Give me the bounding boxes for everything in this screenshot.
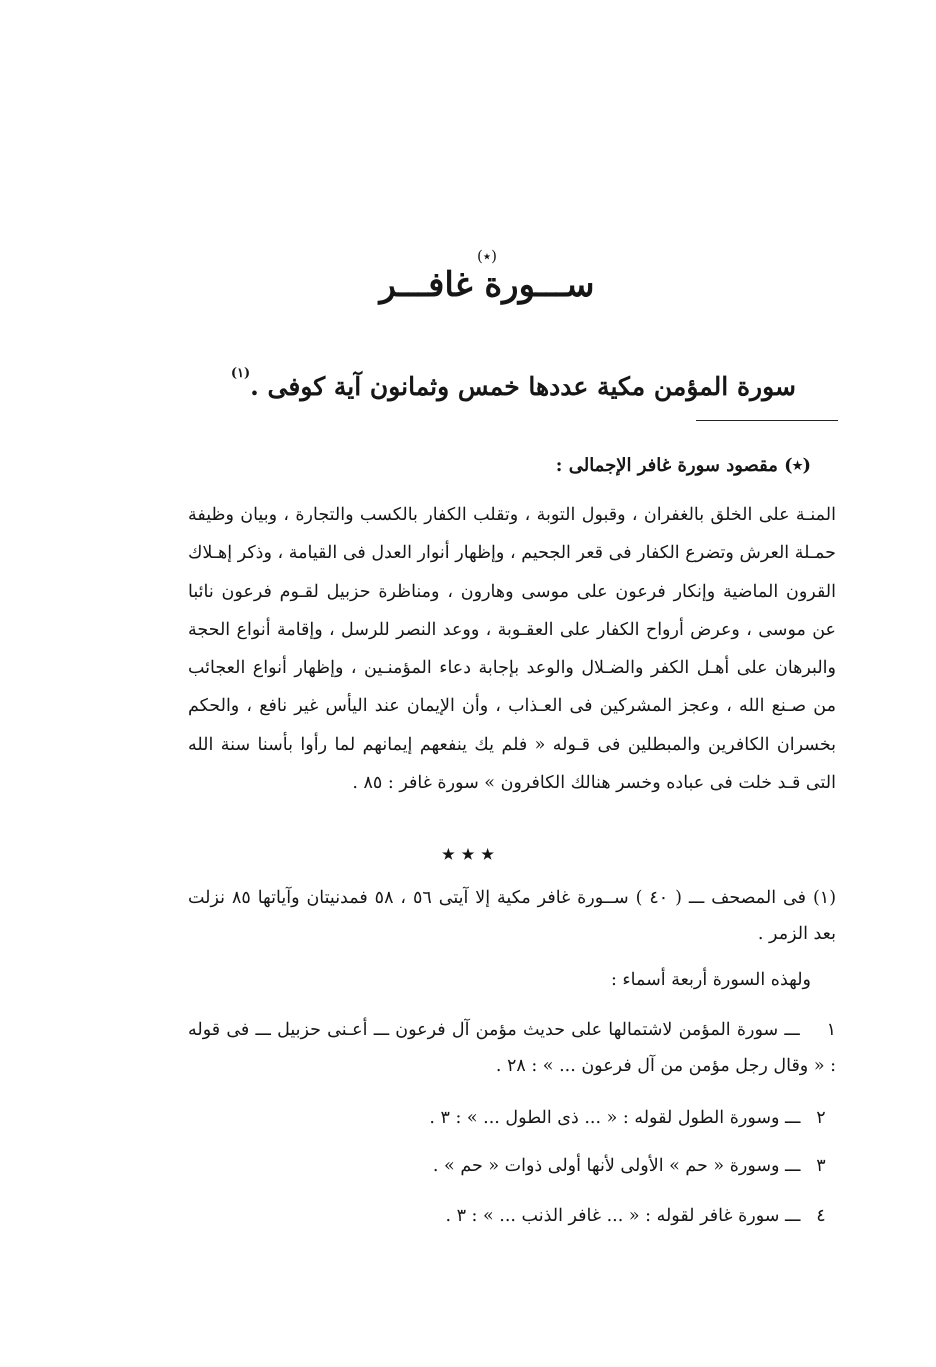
list-item — [188, 1012, 836, 1084]
intro-paragraph: المنـة على الخلق بالغفران ، وقبول التوبة ، وتقلب الكفار بالكسب والتجارة ، وبيان وظيفة حمـلة العرش وتضرع الكفار فى قعر الجحيم ، وإظهار أنوار العدل فى القيامة ، وذكر إهـلاك القرون الماضية وإنكار فرعون على موسى وهارون ، ومناظرة حزبيل لقـوم فرعون نائبا عن موسى ، وعرض أرواح الكفار على العقـوبة ، ووعد النصر للرسل ، وإقامة أنواع الحجة والبرهان على أهـل الكفر والضـلال والوعد بإجابة دعاء المؤمنـين ، وإظهار أنواع العجائب من صـنع الله ، وعجز المشركين فى العـذاب ، وأن الإيمان عند اليأس غير نافع ، والحكم بخسران الكافرين والمبطلين فى قـوله « فلم يك ينفعهم إيمانهم لما رأوا بأسنا سنة الله التى قـد خلت فى عباده وخسر هنالك الكافرون » سورة غافر : ٨٥ . — [188, 505, 836, 794]
list-item-text: ـــ وسورة الطول لقوله : « ... ذى الطول ... » : ٣ . — [429, 1108, 801, 1128]
footnote-reference: (١) — [230, 366, 251, 381]
list-item-text: ـــ سورة المؤمن لاشتمالها على حديث مؤمن آل فرعون ـــ أعـنى حزبيل ـــ فى قوله : « وقال رجل مؤمن من آل فرعون ... » : ٢٨ . — [188, 1020, 836, 1076]
list-item-number: ٣ — [816, 1156, 826, 1176]
intro-heading: (٭) مقصود سورة غافر الإجمالى : — [555, 455, 811, 476]
list-item-number: ٢ — [816, 1108, 826, 1128]
surah-title-block — [0, 248, 936, 306]
title-footnote-mark: (٭) — [477, 247, 497, 265]
list-item-text: ـــ وسورة « حم » الأولى لأنها أولى ذوات « حم » . — [432, 1156, 801, 1176]
list-item-text: ـــ سورة غافر لقوله : « ... غافر الذنب ... » : ٣ . — [445, 1206, 801, 1226]
surah-subtitle-text: سورة المؤمن مكية عددها خمس وثمانون آية كوفى . — [250, 372, 796, 401]
surah-subtitle — [176, 352, 796, 409]
list-item — [188, 1100, 836, 1136]
list-item — [188, 1148, 836, 1184]
surah-title: ســـورة غافـــر — [379, 265, 595, 305]
section-separator: ٭ ٭ ٭ — [442, 841, 494, 867]
list-item-number: ٤ — [816, 1206, 826, 1226]
names-heading: ولهذه السورة أربعة أسماء : — [610, 970, 811, 990]
footnote-paragraph: (١) فى المصحف ـــ ( ٤٠ ) ســورة غافر مكية إلا آيتى ٥٦ ، ٥٨ فمدنيتان وآياتها ٨٥ نزلت بعد الزمر . — [188, 888, 837, 944]
list-item-number: ١ — [826, 1020, 836, 1040]
footnote-divider — [696, 420, 838, 421]
list-item — [188, 1198, 836, 1234]
